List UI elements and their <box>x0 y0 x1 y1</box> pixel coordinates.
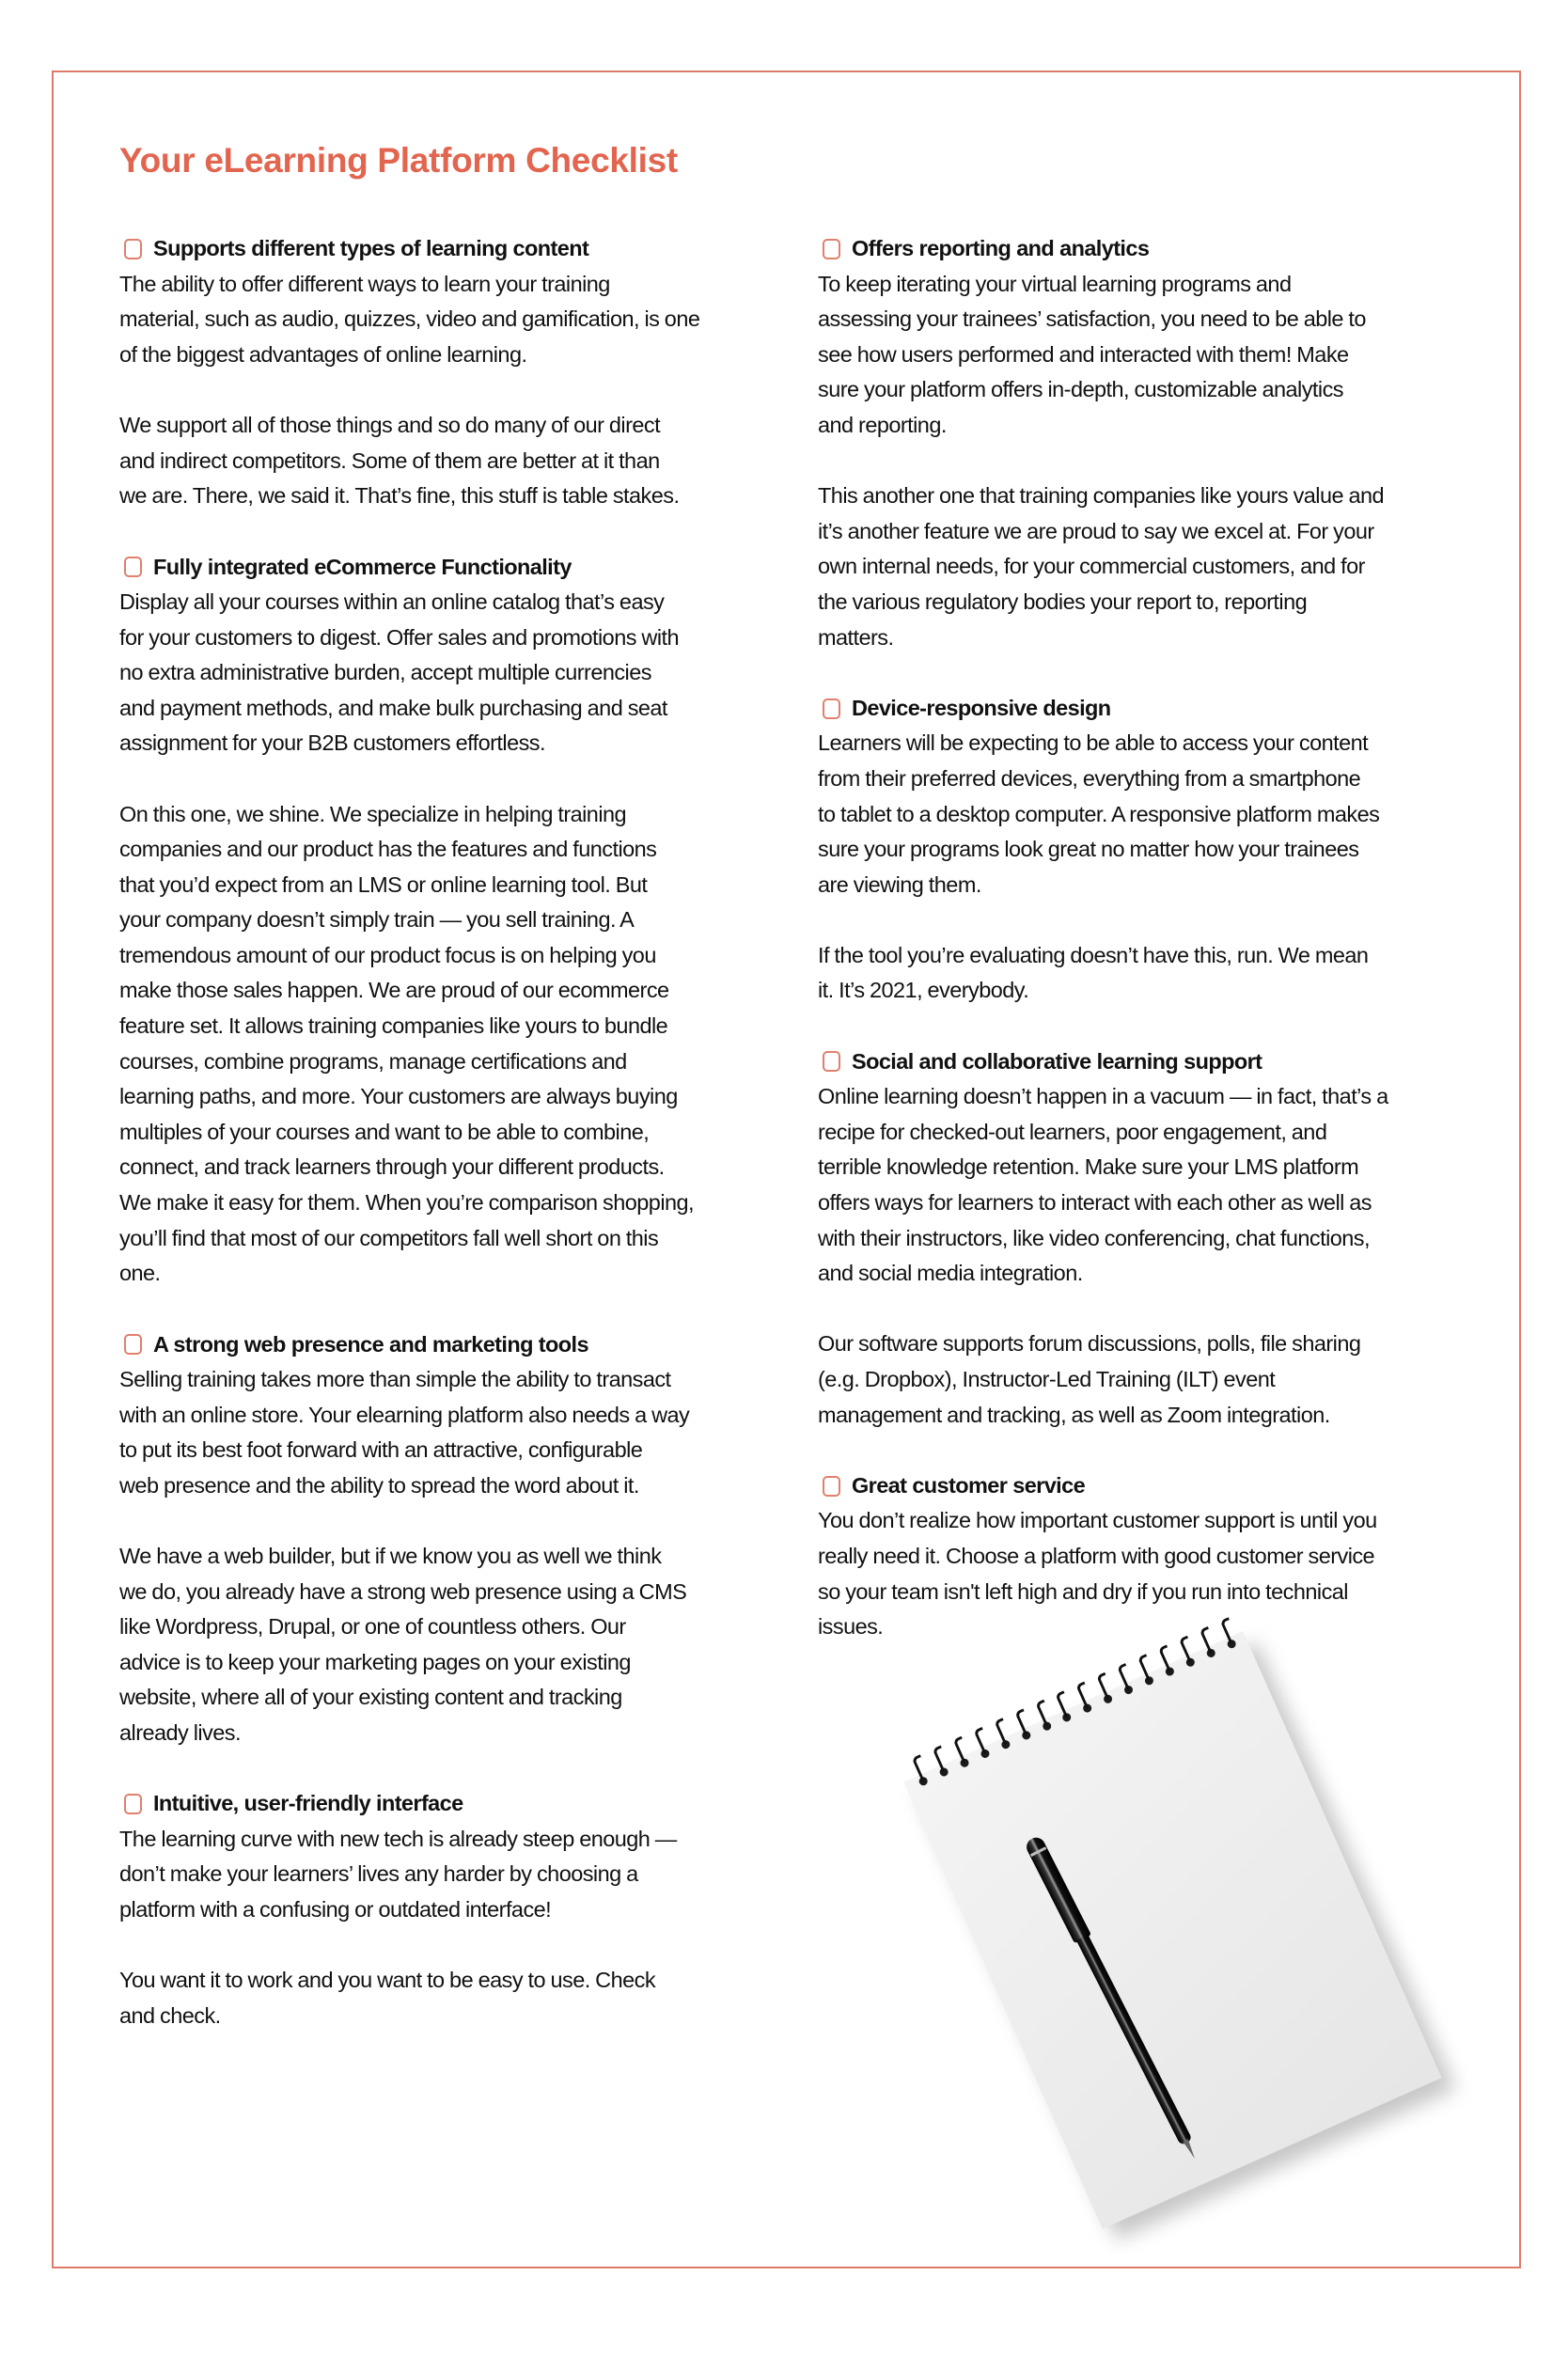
text-line: you’ll find that most of our competitors fall well short on this <box>119 1225 659 1250</box>
checklist-item-paragraph <box>818 1503 1476 1644</box>
checklist-item-paragraph <box>119 408 768 514</box>
spiral-coil-icon <box>1152 1644 1176 1678</box>
checklist-item-paragraph <box>119 1822 768 1928</box>
text-line: tremendous amount of our product focus is on helping you <box>119 942 656 967</box>
checkbox[interactable] <box>124 1794 142 1814</box>
text-line: web presence and the ability to spread the word about it. <box>119 1472 639 1498</box>
text-line: (e.g. Dropbox), Instructor-Led Training (ILT) event <box>818 1367 1276 1391</box>
checklist-item <box>818 231 1476 655</box>
text-line: issues. <box>818 1614 884 1640</box>
text-line: Selling training takes more than simple the ability to transact <box>119 1367 671 1391</box>
text-line: multiples of your courses and want to be able to combine, <box>119 1119 650 1144</box>
text-line: The ability to offer different ways to learn your training <box>119 271 610 296</box>
checkbox[interactable] <box>124 239 142 259</box>
checklist-item-title: Supports different types of learning content <box>153 236 589 261</box>
spiral-coil-icon <box>1070 1681 1093 1715</box>
text-line: and indirect competitors. Some of them are better at it than <box>119 447 660 473</box>
checklist-item-title: A strong web presence and marketing tools <box>153 1331 588 1357</box>
text-line: really need it. Choose a platform with good customer service <box>818 1543 1375 1568</box>
checklist-item-header <box>818 1044 1476 1080</box>
right-column <box>818 231 1476 1680</box>
text-line: it. It’s 2021, everybody. <box>818 978 1029 1003</box>
text-line: don’t make your learners’ lives any harder by choosing a <box>119 1861 638 1887</box>
text-line: companies and our product has the features and functions <box>119 837 657 862</box>
notepad-with-pen-icon <box>851 1640 1452 2261</box>
text-line: courses, combine programs, manage certifications and <box>119 1048 627 1074</box>
text-line: Online learning doesn’t happen in a vacuum — in fact, that’s a <box>818 1084 1388 1109</box>
spiral-coil-icon <box>988 1718 1011 1751</box>
spiral-coil-icon <box>967 1727 991 1761</box>
checklist-item <box>119 1326 768 1750</box>
checklist-item <box>818 1044 1476 1434</box>
text-line: This another one that training companies like yours value and <box>818 483 1385 509</box>
checklist-item-title: Device-responsive design <box>852 696 1111 721</box>
spiral-coil-icon <box>1111 1663 1135 1697</box>
text-line: The learning curve with new tech is already steep enough — <box>119 1826 677 1851</box>
text-line: one. <box>119 1261 161 1286</box>
text-line: with their instructors, like video conferencing, chat functions, <box>818 1225 1370 1250</box>
pen-tip <box>1183 2139 1197 2159</box>
text-line: it’s another feature we are proud to say we excel at. For your <box>818 518 1374 543</box>
text-line: for your customers to digest. Offer sales and promotions with <box>119 624 679 650</box>
text-line: sure your programs look great no matter how your trainees <box>818 837 1359 862</box>
spiral-coil-icon <box>1049 1690 1073 1724</box>
text-line: of the biggest advantages of online learning. <box>119 341 527 367</box>
text-line: to tablet to a desktop computer. A responsive platform makes <box>818 801 1380 826</box>
text-line: To keep iterating your virtual learning programs and <box>818 271 1292 296</box>
checklist-item-paragraph <box>119 1963 768 2033</box>
checkbox[interactable] <box>823 1051 840 1072</box>
text-line: like Wordpress, Drupal, or one of countless others. Our <box>119 1614 626 1640</box>
spiral-coil-icon <box>1193 1626 1216 1660</box>
pen-cap <box>1024 1834 1091 1943</box>
text-line: see how users performed and interacted with them! Make <box>818 341 1349 367</box>
text-line: recipe for checked-out learners, poor engagement, and <box>818 1119 1327 1144</box>
text-line: already lives. <box>119 1719 241 1745</box>
left-column <box>119 231 768 2069</box>
spiral-coil-icon <box>926 1745 949 1779</box>
text-line: offers ways for learners to interact with each other as well as <box>818 1190 1372 1216</box>
text-line: Display all your courses within an online catalog that’s easy <box>119 588 665 614</box>
checklist-item-header <box>119 549 768 585</box>
text-line: we are. There, we said it. That’s fine, this stuff is table stakes. <box>119 483 680 509</box>
text-line: with an online store. Your elearning platform also needs a way <box>119 1402 690 1427</box>
text-line: that you’d expect from an LMS or online learning tool. But <box>119 871 648 897</box>
checklist-item-paragraph <box>119 797 768 1292</box>
checklist-item-header <box>818 691 1476 727</box>
spiral-coil-icon <box>947 1735 970 1769</box>
text-line: we do, you already have a strong web presence using a CMS <box>119 1578 687 1604</box>
text-line: On this one, we shine. We specialize in helping training <box>119 801 627 826</box>
pen-icon <box>1024 1834 1202 2161</box>
text-line: You don’t realize how important customer support is until you <box>818 1508 1377 1533</box>
checklist-item-title: Fully integrated eCommerce Functionality <box>153 554 572 579</box>
text-line: matters. <box>818 624 894 650</box>
text-line: to put its best foot forward with an attractive, configurable <box>119 1437 643 1463</box>
checklist-item <box>818 1468 1476 1645</box>
text-line: advice is to keep your marketing pages on your existing <box>119 1649 631 1674</box>
text-line: and payment methods, and make bulk purchasing and seat <box>119 695 667 720</box>
checkbox[interactable] <box>823 1476 840 1497</box>
checkbox[interactable] <box>823 698 840 719</box>
text-line: If the tool you’re evaluating doesn’t have this, run. We mean <box>818 942 1369 967</box>
text-line: are viewing them. <box>818 871 981 897</box>
checklist-item-header <box>119 1786 768 1822</box>
spiral-coil-icon <box>1172 1635 1196 1669</box>
checkbox[interactable] <box>823 239 840 259</box>
text-line: and check. <box>119 2002 221 2028</box>
checklist-item <box>119 1786 768 2033</box>
checklist-item-paragraph <box>818 267 1476 444</box>
pen-body <box>1076 1935 1193 2146</box>
checklist-item-paragraph <box>818 726 1476 902</box>
text-line: connect, and track learners through your different products. <box>119 1154 665 1180</box>
spiral-binding-icon <box>905 1617 1237 1788</box>
text-line: sure your platform offers in-depth, customizable analytics <box>818 377 1343 402</box>
checklist-item-title: Intuitive, user-friendly interface <box>153 1791 463 1816</box>
page-title: Your eLearning Platform Checklist <box>119 141 678 180</box>
checklist-item <box>119 549 768 1291</box>
text-line: assignment for your B2B customers effortless. <box>119 730 545 756</box>
checklist-item-title: Social and collaborative learning support <box>852 1048 1262 1074</box>
checklist-item-title: Great customer service <box>852 1473 1086 1499</box>
text-line: Learners will be expecting to be able to access your content <box>818 730 1369 756</box>
spiral-coil-icon <box>1090 1671 1114 1705</box>
text-line: learning paths, and more. Your customers are always buying <box>119 1084 678 1109</box>
checkbox[interactable] <box>124 1334 142 1355</box>
text-line: your company doesn’t simply train — you sell training. A <box>119 907 635 933</box>
spiral-coil-icon <box>905 1754 929 1788</box>
checklist-item <box>818 691 1476 1009</box>
text-line: assessing your trainees’ satisfaction, you need to be able to <box>818 306 1366 332</box>
checklist-item-paragraph <box>119 1539 768 1751</box>
checklist-item-paragraph <box>818 1326 1476 1433</box>
text-line: material, such as audio, quizzes, video and gamification, is one <box>119 306 700 332</box>
text-line: You want it to work and you want to be easy to use. Check <box>119 1968 656 1993</box>
text-line: website, where all of your existing content and tracking <box>119 1685 622 1710</box>
text-line: We have a web builder, but if we know you as well we think <box>119 1543 662 1568</box>
text-line: own internal needs, for your commercial customers, and for <box>818 554 1365 579</box>
text-line: and reporting. <box>818 412 947 437</box>
text-line: feature set. It allows training companies like yours to bundle <box>119 1013 668 1039</box>
checklist-item-header <box>119 231 768 267</box>
text-line: management and tracking, as well as Zoom integration. <box>818 1402 1330 1427</box>
spiral-coil-icon <box>1009 1708 1032 1742</box>
text-line: We make it easy for them. When you’re comparison shopping, <box>119 1190 695 1216</box>
checklist-item <box>119 231 768 514</box>
text-line: from their preferred devices, everything from a smartphone <box>818 765 1361 791</box>
text-line: the various regulatory bodies your report to, reporting <box>818 588 1308 614</box>
checklist-item-header <box>818 231 1476 267</box>
spiral-coil-icon <box>1028 1700 1052 1734</box>
checklist-item-paragraph <box>119 267 768 373</box>
checklist-item-header <box>818 1468 1476 1504</box>
checklist-item-header <box>119 1326 768 1362</box>
checklist-item-paragraph <box>818 1079 1476 1292</box>
spiral-coil-icon <box>1132 1654 1155 1687</box>
notepad-icon <box>903 1631 1441 2229</box>
checklist-item-paragraph <box>818 479 1476 655</box>
checklist-item-paragraph <box>119 1362 768 1503</box>
checklist-item-title: Offers reporting and analytics <box>852 236 1150 261</box>
checklist-item-paragraph <box>119 585 768 761</box>
text-line: so your team isn't left high and dry if you run into technical <box>818 1578 1348 1604</box>
text-line: no extra administrative burden, accept multiple currencies <box>119 660 651 685</box>
checklist-item-paragraph <box>818 938 1476 1009</box>
text-line: platform with a confusing or outdated interface! <box>119 1896 552 1922</box>
checkbox[interactable] <box>124 557 142 577</box>
text-line: We support all of those things and so do many of our direct <box>119 412 661 437</box>
text-line: and social media integration. <box>818 1261 1083 1286</box>
text-line: make those sales happen. We are proud of our ecommerce <box>119 978 669 1003</box>
text-line: Our software supports forum discussions, polls, file sharing <box>818 1331 1361 1357</box>
text-line: terrible knowledge retention. Make sure your LMS platform <box>818 1154 1359 1180</box>
